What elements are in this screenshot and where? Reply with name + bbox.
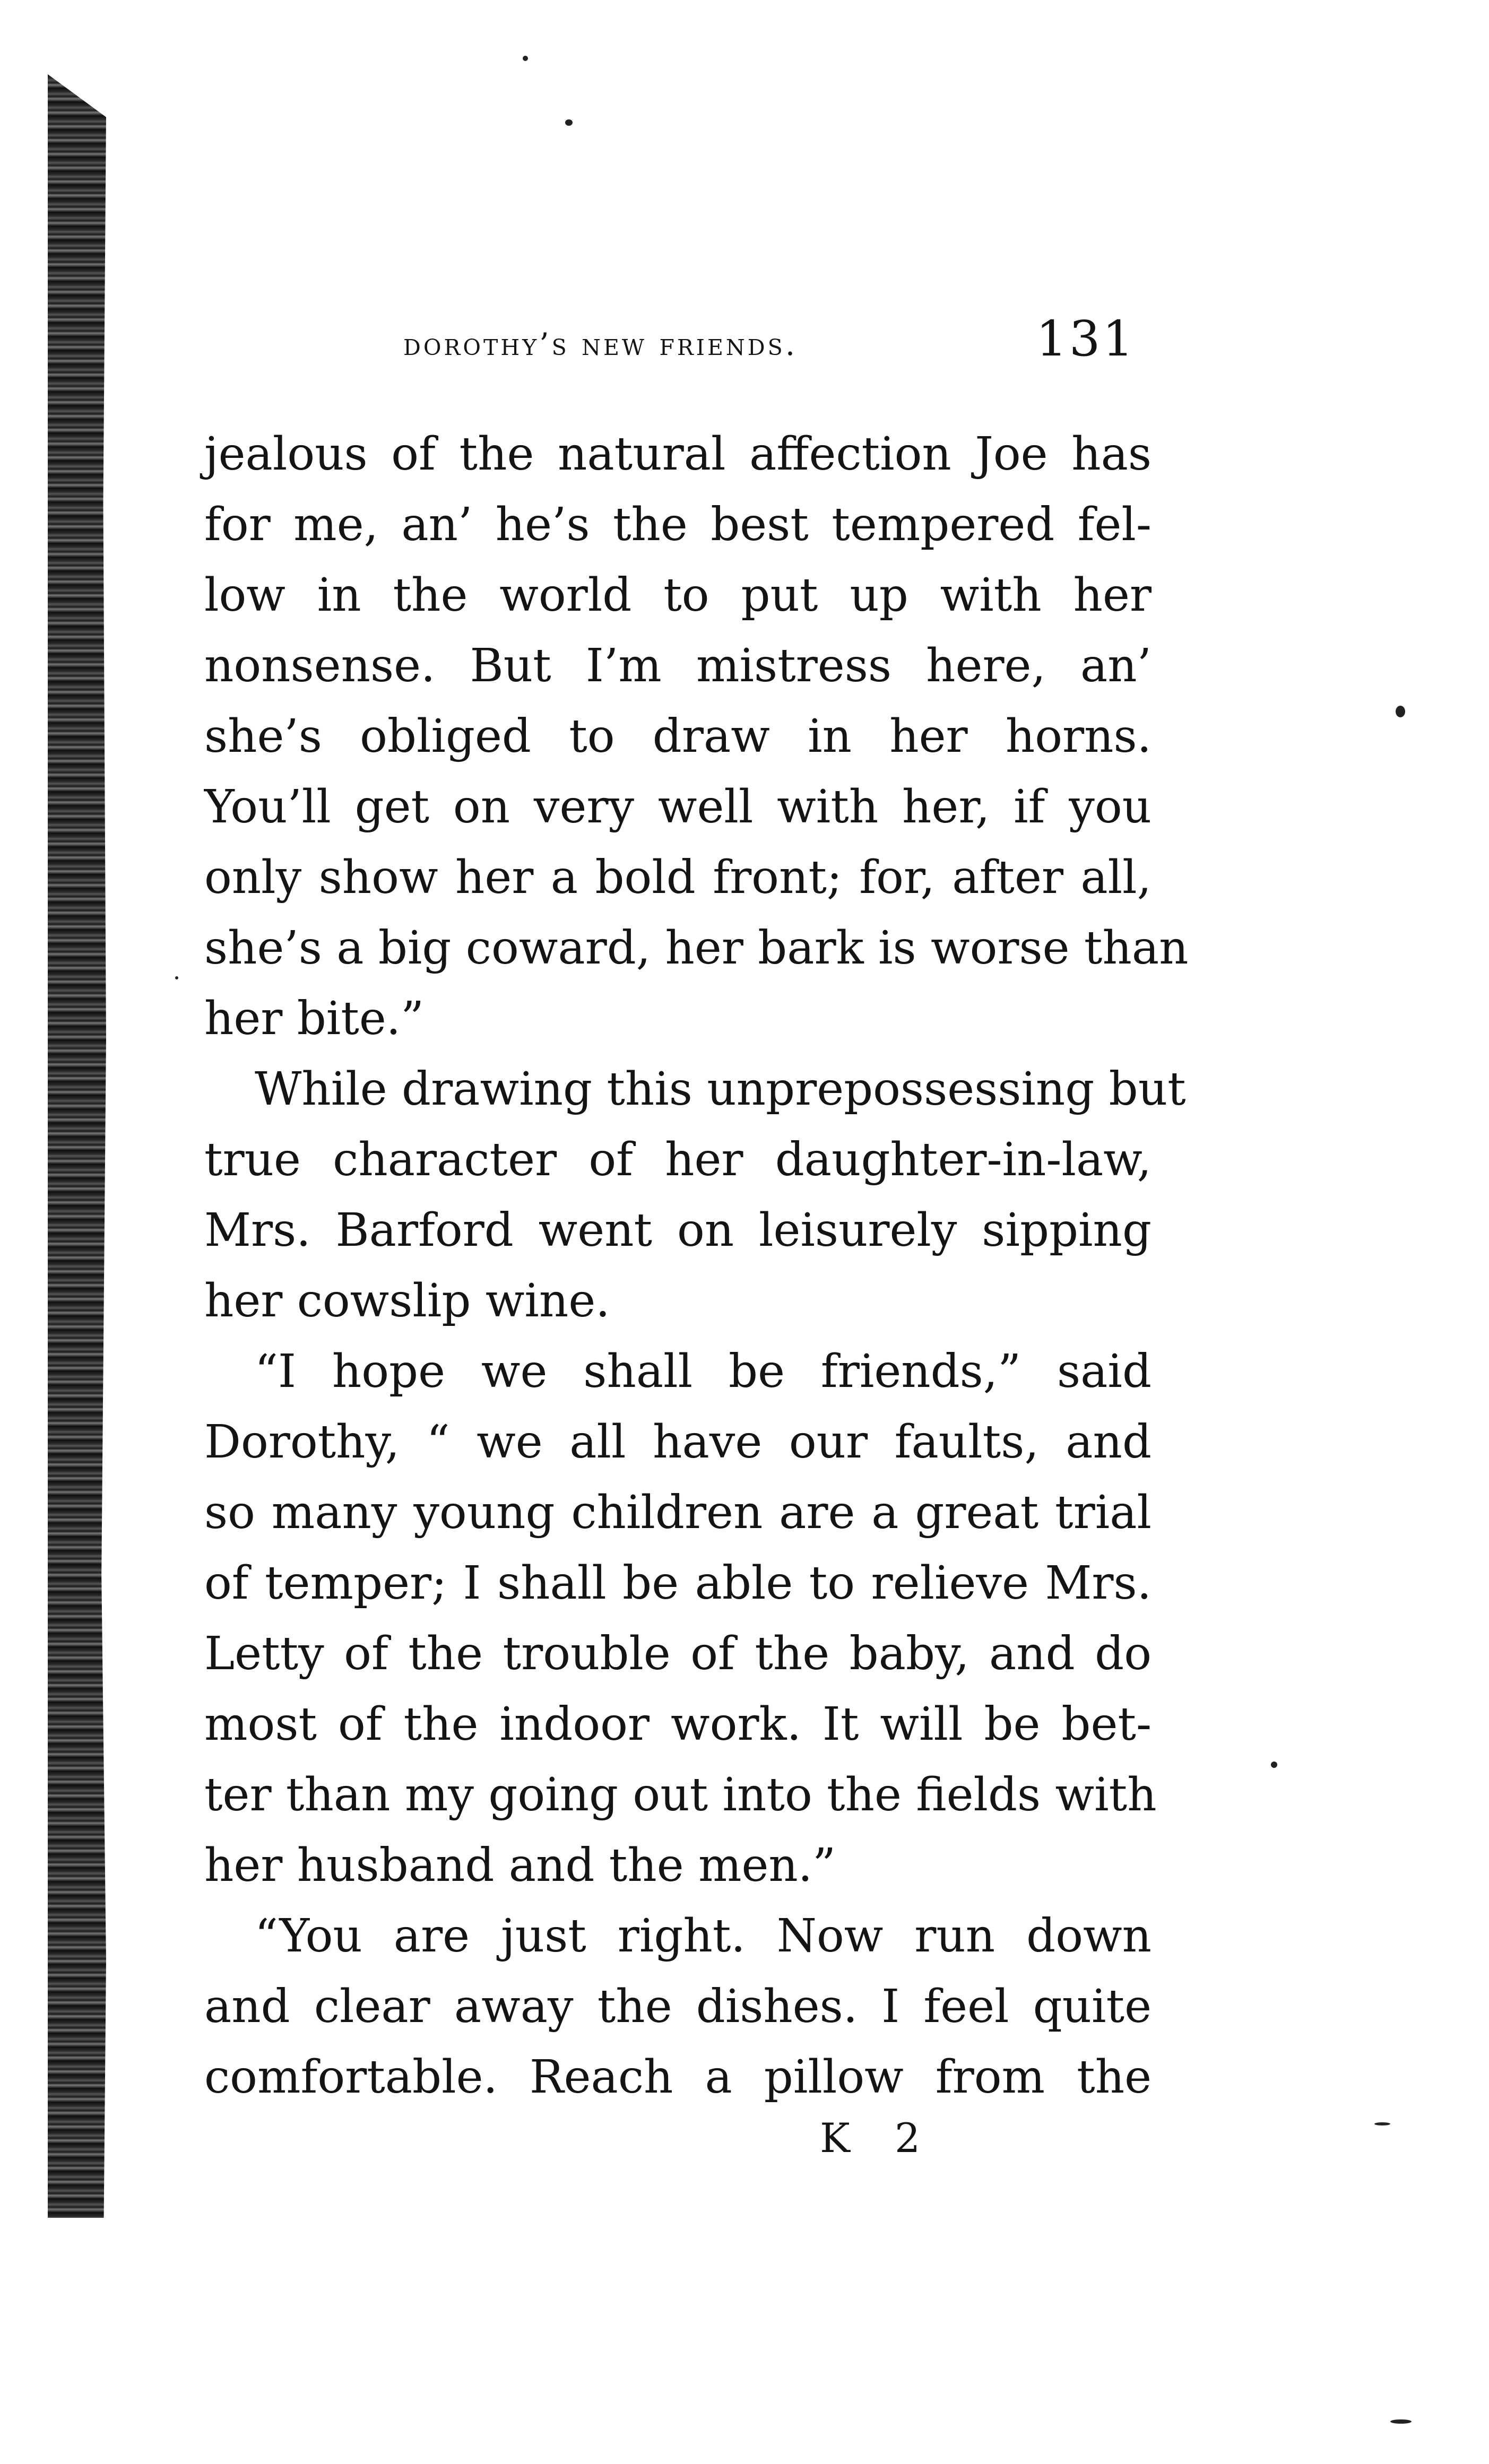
text-line: of temper; I shall be able to relieve Mrs. [204,1557,1152,1610]
book-binding-edge [48,74,106,2218]
text-line: “You are just right. Now run down [255,1910,1152,1963]
text-line: her bite.” [204,992,425,1045]
print-speck [1390,2419,1412,2424]
text-line: ter than my going out into the fields with [204,1768,1157,1821]
text-line: jealous of the natural affection Joe has [204,428,1152,481]
print-speck [523,56,528,61]
text-line: she’s obliged to draw in her horns. [204,710,1152,763]
text-line: Letty of the trouble of the baby, and do [204,1627,1152,1680]
text-line: true character of her daughter-in-law, [204,1133,1152,1186]
text-line: she’s a big coward, her bark is worse than [204,922,1189,975]
text-line: Dorothy, “ we all have our faults, and [204,1416,1152,1469]
text-line: Mrs. Barford went on leisurely sipping [204,1204,1152,1257]
signature-mark: K 2 [820,2114,937,2162]
text-line: While drawing this unprepossessing but [255,1063,1186,1116]
text-line: most of the indoor work. It will be bet- [204,1698,1152,1751]
running-title: dorothy’s new friends. [403,326,798,362]
text-line: You’ll get on very well with her, if you [204,780,1152,834]
text-line: “I hope we shall be friends,” said [255,1345,1152,1398]
text-line: nonsense. But I’m mistress here, an’ [204,639,1152,692]
print-speck [1271,1762,1277,1768]
print-speck [1374,2122,1390,2125]
text-line: and clear away the dishes. I feel quite [204,1980,1152,2033]
text-line: low in the world to put up with her [204,569,1152,622]
print-speck [175,976,178,979]
text-line: for me, an’ he’s the best tempered fel- [204,498,1152,551]
print-speck [1396,706,1405,717]
print-speck [565,119,573,126]
text-line: her husband and the men.” [204,1839,836,1892]
text-line: comfortable. Reach a pillow from the [204,2051,1152,2104]
text-line: her cowslip wine. [204,1274,610,1328]
running-head [403,310,1146,369]
text-line: only show her a bold front; for, after all, [204,851,1152,904]
body-text [204,419,1189,2113]
text-line: so many young children are a great trial [204,1486,1152,1539]
page-number: 131 [1036,310,1136,367]
